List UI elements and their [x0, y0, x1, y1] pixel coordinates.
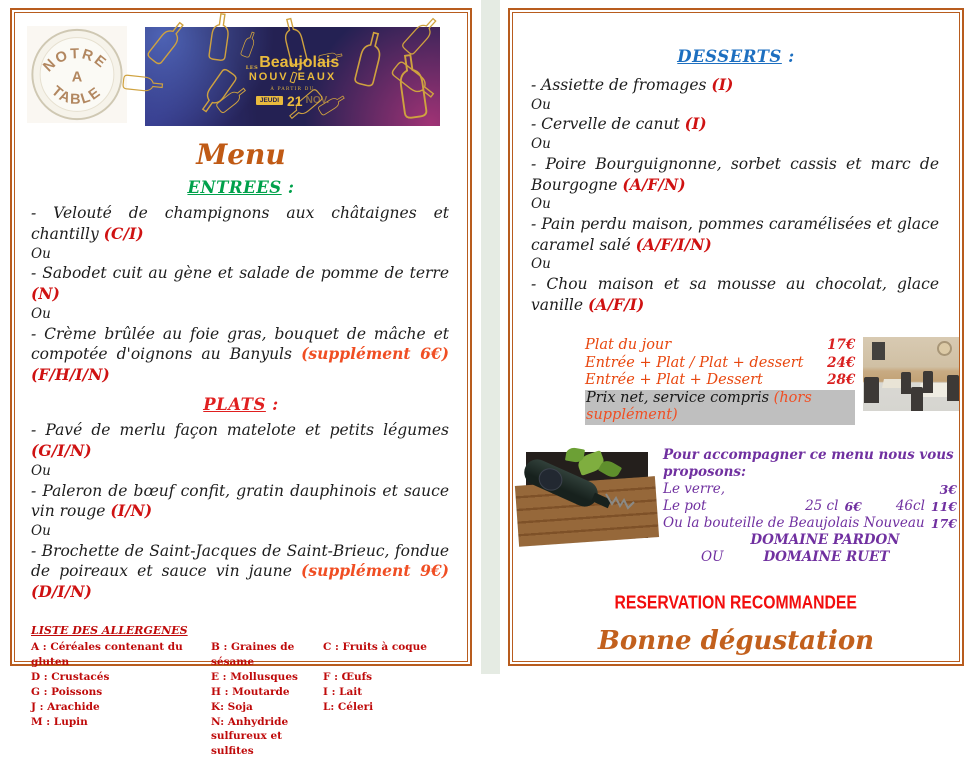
- menu-item: - Crème brûlée au foie gras, bouquet de mâche et compotée d'oignons au Banyuls (supplément 6€) (F/H/I/N): [31, 324, 449, 384]
- allergen-entry: K: Soja: [211, 701, 253, 714]
- or-separator: Ou: [531, 196, 551, 213]
- beaujolais-banner-image: [145, 27, 440, 126]
- page-gap: [481, 0, 500, 674]
- banner-title: Beaujolais: [259, 54, 340, 72]
- allergen-code: (N): [31, 284, 60, 304]
- allergen-code: (I): [711, 75, 734, 94]
- allergen-entry: H : Moutarde: [211, 685, 290, 698]
- allergen-entry: B : Graines de sésame: [211, 641, 295, 668]
- supplement-note: (supplément 9€): [301, 561, 449, 581]
- menu-item: - Assiette de fromages (I): [531, 75, 734, 94]
- logo-text-notre: NOTRE: [40, 46, 110, 76]
- allergen-code: (A/F/I): [587, 294, 645, 314]
- chair: [947, 375, 959, 401]
- desserts-heading: DESSERTS :: [677, 47, 795, 66]
- plats-heading: PLATS :: [203, 395, 279, 415]
- allergen-legend: [31, 624, 467, 757]
- menu-title: Menu: [196, 138, 286, 171]
- allergen-legend-title: LISTE DES ALLERGENES: [31, 624, 188, 638]
- page-left-inner: [14, 12, 468, 757]
- logo-text-table: TABLE: [48, 83, 105, 108]
- page-right-inner: [512, 12, 960, 662]
- allergen-entry: L: Céleri: [323, 701, 374, 714]
- price-section: [513, 337, 959, 425]
- left-page-header: [27, 26, 467, 126]
- domaine-ruet-row: [663, 549, 957, 566]
- menu-item: - Brochette de Saint-Jacques de Saint-Brieuc, fondue de poireaux et sauce vin jaune (supplément 9€) (D/I/N): [31, 541, 449, 601]
- allergen-entry: N: Anhydride sulfureux et sulfites: [211, 716, 289, 757]
- allergen-code: (A/F/N): [622, 174, 686, 194]
- wine-price: 11€: [930, 498, 957, 514]
- allergen-entry: F : Œufs: [323, 670, 373, 683]
- corkscrew: [604, 490, 638, 514]
- logo-text-a: A: [71, 69, 83, 86]
- ou-label: OU: [701, 548, 724, 565]
- banner-eaux: EAUX: [297, 71, 337, 84]
- wall-frame: [872, 342, 885, 360]
- wine-price: 3€: [939, 481, 957, 497]
- wine-bottle-photo: [526, 452, 648, 538]
- reservation-notice: RESERVATION RECOMMANDEE: [614, 591, 858, 613]
- banner-date: 21: [287, 92, 303, 109]
- page-right: [508, 8, 964, 666]
- allergen-entry: J : Arachide: [31, 701, 100, 714]
- price-value: 28€: [827, 372, 856, 389]
- wine-price: 6€: [844, 498, 862, 514]
- allergen-entry: E : Mollusques: [211, 670, 298, 683]
- allergen-code: (G/I/N): [31, 441, 92, 461]
- wine-pot-row: Le pot 25 cl 6€ 46cl 11€: [663, 497, 957, 514]
- or-separator: Ou: [31, 305, 51, 322]
- banner-day-badge: JEUDI: [256, 96, 283, 105]
- allergen-grid: [31, 640, 467, 757]
- or-separator: Ou: [531, 256, 551, 273]
- desserts-list: [531, 75, 939, 315]
- or-separator: Ou: [31, 522, 51, 539]
- entrees-heading: ENTREES :: [187, 178, 295, 198]
- menu-item: - Poire Bourguignonne, sorbet cassis et marc de Bourgogne (A/F/N): [531, 154, 939, 194]
- wine-section: [513, 447, 959, 566]
- banner-from: À PARTIR DU: [270, 86, 315, 92]
- allergen-code: (F/H/I/N): [31, 364, 110, 384]
- price-note-row: [585, 390, 855, 425]
- domaine-pardon: DOMAINE PARDON: [750, 531, 900, 548]
- menu-item: - Pavé de merlu façon matelote et petits légumes (G/I/N): [31, 421, 449, 461]
- price-value: 17€: [827, 337, 856, 354]
- price-row: Plat du jour 17€: [585, 337, 856, 354]
- price-table: [585, 337, 855, 425]
- menu-item: - Velouté de champignons aux châtaignes et chantilly (C/I): [31, 204, 449, 243]
- banner-text-block: [145, 27, 440, 126]
- allergen-entry: G : Poissons: [31, 685, 103, 698]
- or-separator: Ou: [531, 136, 551, 153]
- allergen-code: (D/I/N): [31, 581, 92, 601]
- banner-les: LES: [245, 65, 259, 72]
- page-left: [10, 8, 472, 757]
- chair: [911, 387, 923, 411]
- menu-item: - Chou maison et sa mousse au chocolat, glace vanille (A/F/I): [531, 275, 939, 314]
- allergen-code: (C/I): [103, 224, 144, 243]
- allergen-entry: M : Lupin: [31, 716, 88, 729]
- allergen-entry: A : Céréales contenant du gluten: [31, 641, 183, 668]
- or-separator: Ou: [31, 462, 51, 479]
- restaurant-logo-plate: [27, 26, 127, 123]
- entrees-list: [31, 203, 449, 385]
- mini-bottle-icon: [289, 71, 297, 83]
- price-note: Prix net, service compris (hors supplément): [585, 390, 855, 425]
- allergen-entry: I : Lait: [323, 685, 363, 698]
- wine-bottle-row: Ou la bouteille de Beaujolais Nouveau 17€: [663, 514, 957, 531]
- or-separator: Ou: [531, 96, 551, 113]
- banner-month: NOV.: [305, 95, 330, 107]
- allergen-entry: D : Crustacés: [31, 670, 110, 683]
- allergen-code: (I/N): [110, 501, 153, 521]
- supplement-note: (supplément 6€): [301, 344, 449, 364]
- closing-message: Bonne dégustation: [597, 625, 875, 656]
- chair: [864, 377, 879, 403]
- restaurant-interior-photo: [863, 337, 959, 411]
- price-note-highlight: (hors supplément): [586, 389, 812, 424]
- chair: [901, 372, 911, 394]
- wine-price: 17€: [930, 515, 957, 531]
- allergen-code: (I): [684, 114, 707, 134]
- price-row: Entrée + Plat / Plat + dessert 24€: [585, 354, 856, 371]
- chair: [923, 371, 933, 393]
- menu-item: - Pain perdu maison, pommes caramélisées et glace caramel salé (A/F/I/N): [531, 215, 939, 254]
- menu-item: - Cervelle de canut (I): [531, 114, 707, 134]
- wine-glass-row: Le verre, 3€: [663, 480, 957, 497]
- plats-list: [31, 420, 449, 602]
- wall-clock: [937, 341, 952, 356]
- banner-nouv: NOUV: [248, 71, 289, 84]
- price-value: 24€: [827, 354, 856, 371]
- plate-logo-image: [27, 26, 127, 123]
- allergen-entry: C : Fruits à coque: [323, 641, 427, 654]
- allergen-code: (A/F/I/N): [635, 234, 712, 254]
- wine-offer-title: Pour accompagner ce menu nous vous proposons:: [663, 446, 954, 480]
- or-separator: Ou: [31, 245, 51, 262]
- domaine-ruet: DOMAINE RUET: [763, 548, 890, 565]
- menu-item: - Paleron de bœuf confit, gratin dauphinois et sauce vin rouge (I/N): [31, 481, 449, 521]
- menu-item: - Sabodet cuit au gène et salade de pomme de terre (N): [31, 264, 449, 304]
- wine-offer-text: [663, 447, 957, 566]
- price-row: Entrée + Plat + Dessert 28€: [585, 372, 856, 389]
